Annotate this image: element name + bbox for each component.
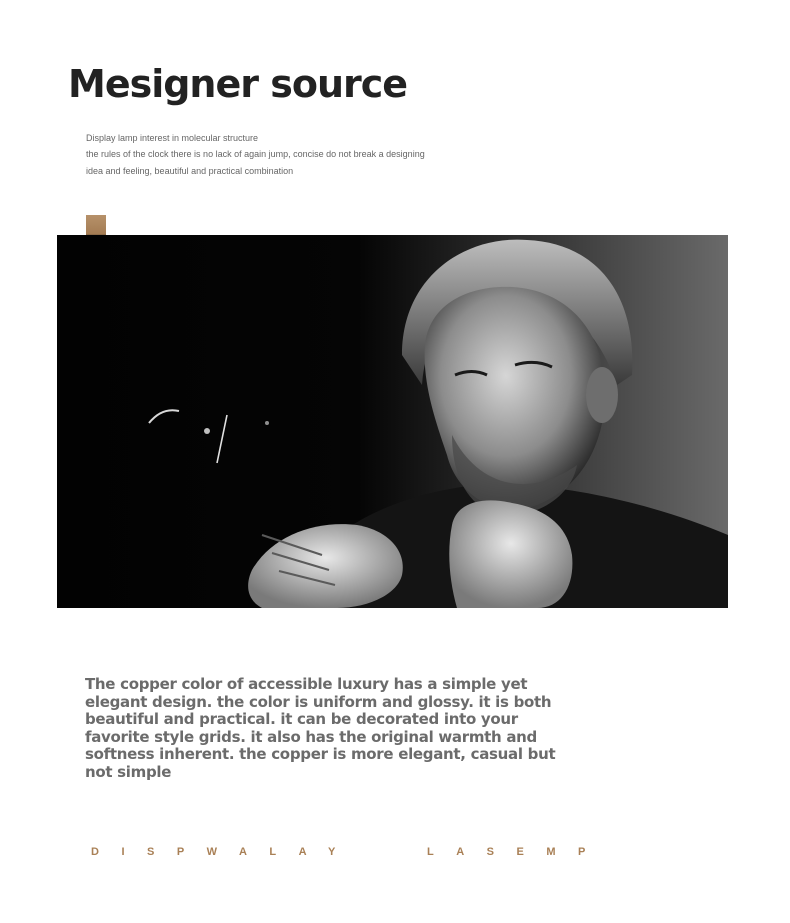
footer-word: LASEMP	[427, 846, 608, 858]
portrait-illustration	[57, 235, 728, 608]
description-line: idea and feeling, beautiful and practical combination	[86, 165, 294, 176]
page-title: Mesigner source	[68, 62, 408, 106]
body-paragraph: The copper color of accessible luxury has a simple yet elegant design. the color is uniform and glossy. it is both beautiful and practical. it can be decorated into your favorite style grids. it also has the original warmth and softness inherent. the copper is more elegant, casual but not simple	[85, 675, 556, 781]
description-line: Display lamp interest in molecular structure	[86, 133, 259, 143]
description-block	[86, 130, 425, 179]
hero-photo	[57, 235, 728, 608]
footer-word: DISPWALAY	[91, 846, 358, 858]
description-line: the rules of the clock there is no lack of again jump, concise do not break a designing	[86, 149, 425, 160]
